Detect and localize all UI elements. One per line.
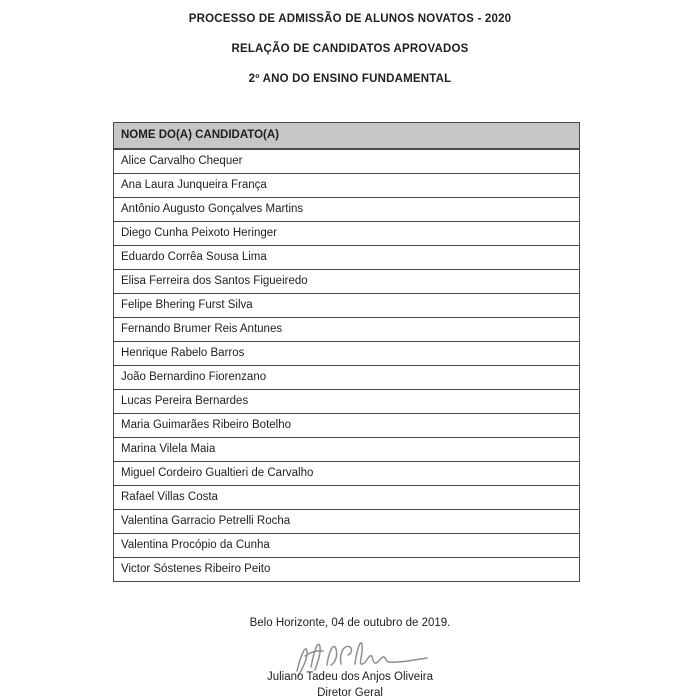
table-row: [114, 149, 580, 174]
table-row: [114, 414, 580, 438]
candidate-name-cell: Alice Carvalho Chequer: [114, 149, 580, 174]
document-title-block: [0, 13, 700, 103]
candidates-table: [113, 122, 580, 582]
table-row: [114, 318, 580, 342]
candidate-name-cell: Valentina Garracio Petrelli Rocha: [114, 510, 580, 534]
candidate-name-cell: Antônio Augusto Gonçalves Martins: [114, 198, 580, 222]
candidate-name-cell: Elisa Ferreira dos Santos Figueiredo: [114, 270, 580, 294]
candidate-name-cell: Eduardo Corrêa Sousa Lima: [114, 246, 580, 270]
candidate-name-cell: Miguel Cordeiro Gualtieri de Carvalho: [114, 462, 580, 486]
table-row: [114, 270, 580, 294]
signer-role: Diretor Geral: [317, 687, 383, 699]
signer-name: Juliano Tadeu dos Anjos Oliveira: [266, 671, 433, 683]
table-row: [114, 294, 580, 318]
table-header-row: [114, 123, 580, 150]
document-title-line-1: PROCESSO DE ADMISSÃO DE ALUNOS NOVATOS - 2020: [188, 13, 512, 25]
candidate-name-cell: João Bernardino Fiorenzano: [114, 366, 580, 390]
candidate-name-cell: Maria Guimarães Ribeiro Botelho: [114, 414, 580, 438]
candidate-name-cell: Marina Vilela Maia: [114, 438, 580, 462]
table-header-cell: NOME DO(A) CANDIDATO(A): [114, 123, 580, 150]
candidate-name-cell: Ana Laura Junqueira França: [114, 174, 580, 198]
table-row: [114, 174, 580, 198]
candidate-name-cell: Fernando Brumer Reis Antunes: [114, 318, 580, 342]
table-row: [114, 510, 580, 534]
candidate-name-cell: Victor Sóstenes Ribeiro Peito: [114, 558, 580, 582]
table-row: [114, 222, 580, 246]
table-row: [114, 462, 580, 486]
table-row: [114, 246, 580, 270]
document-title-line-3: 2º ANO DO ENSINO FUNDAMENTAL: [248, 73, 452, 85]
candidate-name-cell: Henrique Rabelo Barros: [114, 342, 580, 366]
candidates-table-body: [114, 149, 580, 582]
candidate-name-cell: Valentina Procópio da Cunha: [114, 534, 580, 558]
table-row: [114, 486, 580, 510]
table-row: [114, 558, 580, 582]
table-row: [114, 198, 580, 222]
candidate-name-cell: Diego Cunha Peixoto Heringer: [114, 222, 580, 246]
candidate-name-cell: Rafael Villas Costa: [114, 486, 580, 510]
table-row: [114, 342, 580, 366]
candidate-name-cell: Lucas Pereira Bernardes: [114, 390, 580, 414]
candidates-table-head: [114, 123, 580, 150]
document-title-line-2: RELAÇÃO DE CANDIDATOS APROVADOS: [231, 43, 469, 55]
table-row: [114, 438, 580, 462]
table-row: [114, 534, 580, 558]
table-row: [114, 390, 580, 414]
date-line: Belo Horizonte, 04 de outubro de 2019.: [249, 617, 451, 629]
candidate-name-cell: Felipe Bhering Furst Silva: [114, 294, 580, 318]
table-row: [114, 366, 580, 390]
